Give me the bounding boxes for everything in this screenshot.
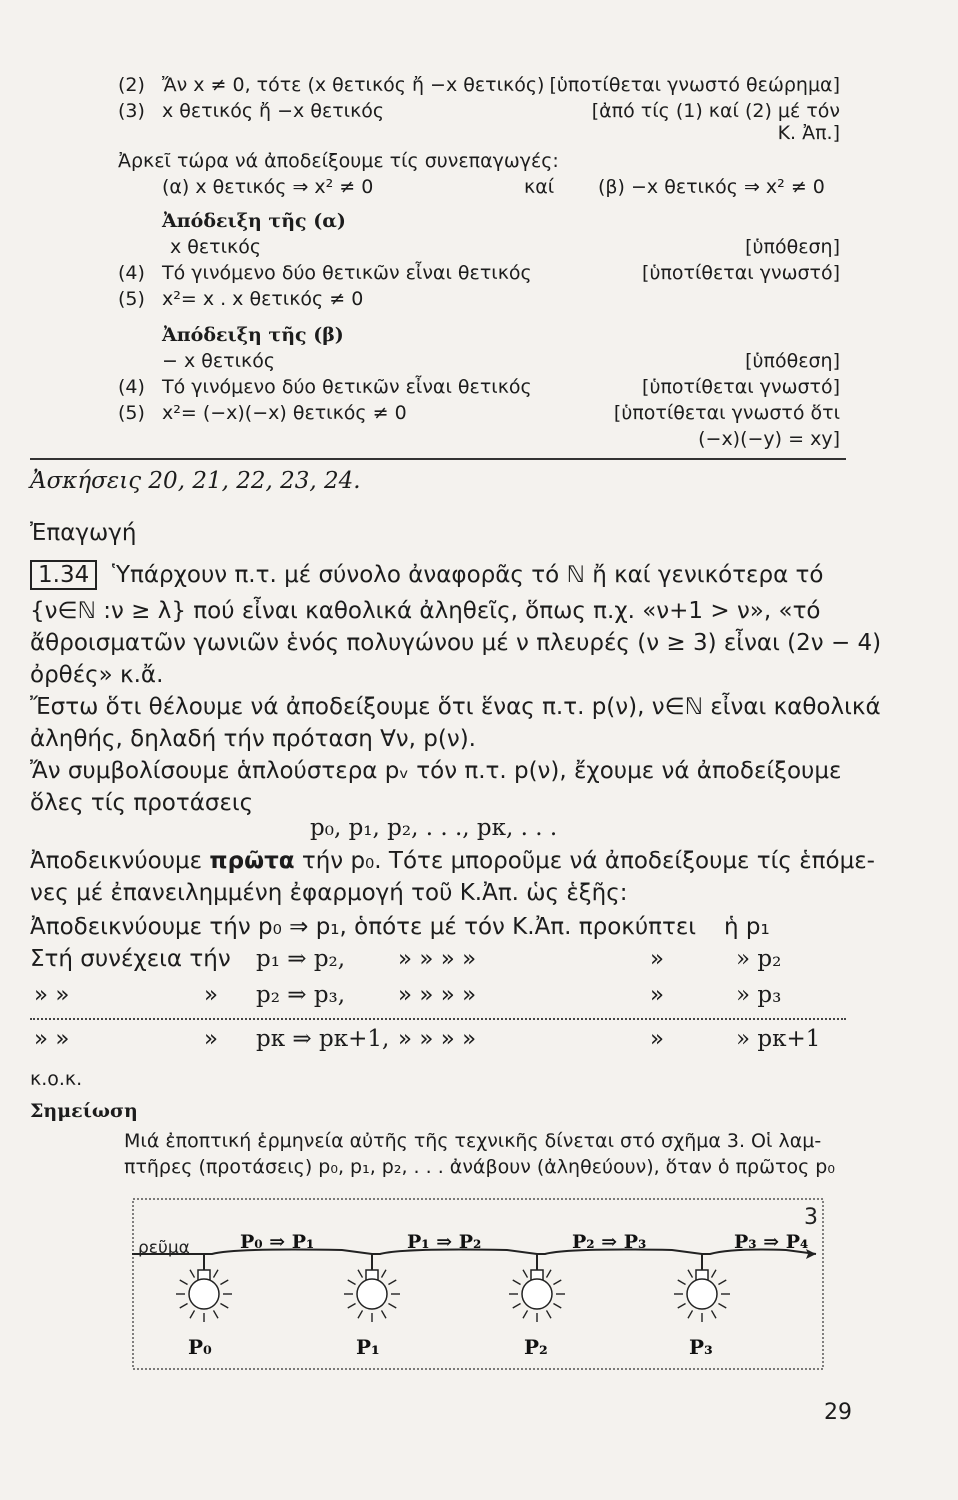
bulb-glass [357, 1279, 387, 1309]
proof-a-line-4: Τό γινόμενο δύο θετικῶν εἶναι θετικός [162, 262, 532, 284]
page-number: 29 [824, 1400, 852, 1425]
para-line-8: ὅλες τίς προτάσεις [30, 790, 254, 816]
bulb-label-1: P₁ [356, 1335, 380, 1359]
para-line-11: Ἀποδεικνύουμε τήν p₀ ⇒ p₁, ὁπότε μέ τόν Κ.Ἀπ. προκύπτει [30, 914, 697, 940]
bulb-ray [348, 1280, 356, 1285]
para-line-3: ἄθροισματῶν γωνιῶν ἑνός πολυγώνου μέ ν πλευρές (ν ≥ 3) εἶναι (2ν − 4) [30, 630, 882, 656]
bulb-ray [523, 1270, 528, 1278]
bulb-ray [214, 1270, 219, 1278]
link-label-2: P₂ ⇒ P₃ [572, 1231, 647, 1253]
section-rule [30, 458, 846, 460]
proof-a-line-4-just: [ὑποτίθεται γνωστό] [642, 262, 840, 284]
proof-line-3-justification: [ἀπό τίς (1) καί (2) μέ τόν [591, 100, 840, 122]
bulb-ray [523, 1310, 528, 1318]
bulb-ray [180, 1304, 188, 1309]
bulb-ray [382, 1270, 387, 1278]
chain-row-3-ditto: » » » » [398, 1026, 477, 1052]
chain-row-1-impl: p₁ ⇒ p₂, [256, 946, 346, 972]
para-line-11-result: ἡ p₁ [724, 914, 770, 940]
chain-row-3-ditto-b: » [204, 1026, 219, 1052]
bulb-ray [220, 1304, 228, 1309]
proof-line-3-number: (3) [118, 100, 145, 122]
bulb-ray [382, 1310, 387, 1318]
chain-row-1-ditto-2: » [650, 946, 665, 972]
figure-3-light-bulbs [132, 1198, 824, 1370]
proof-a-line-1: x θετικός [170, 236, 262, 258]
proof-a-line-5-number: (5) [118, 288, 145, 310]
proof-b-line-5-just: [ὑποτίθεται γνωστό ὅτι [613, 402, 840, 424]
bulb-ray [688, 1310, 693, 1318]
bulb-ray [388, 1280, 396, 1285]
chain-row-1-ditto: » » » » [398, 946, 477, 972]
para-line-9-c: τήν p₀. Τότε μποροῦμε νά ἀποδείξουμε τίς ἑπόμε- [301, 848, 875, 874]
chain-row-2-ditto-a: » » [34, 982, 70, 1008]
bulb-glass [522, 1279, 552, 1309]
chain-row-3-ditto-a: » » [34, 1026, 70, 1052]
bulb-ray [190, 1270, 195, 1278]
bulb-ray [678, 1304, 686, 1309]
section-title: Ἐπαγωγή [30, 520, 137, 546]
para-line-10: νες μέ ἐπανειλημμένη ἐφαρμογή τοῦ Κ.Ἀπ. ὡς ἑξῆς: [30, 880, 628, 906]
proof-b-title: Ἀπόδειξη τῆς (β) [162, 324, 344, 346]
bulb-ray [718, 1280, 726, 1285]
kok: κ.ο.κ. [30, 1068, 83, 1090]
bulb-ray [688, 1270, 693, 1278]
proof-b-line-1: − x θετικός [162, 350, 275, 372]
bulb-ray [553, 1280, 561, 1285]
implication-and: καί [524, 176, 555, 198]
proof-b-line-1-just: [ὑπόθεση] [745, 350, 840, 372]
para-line-1: Ὑπάρχουν π.τ. μέ σύνολο ἀναφορᾶς τό ℕ ἤ καί γενικότερα τό [112, 562, 824, 588]
para-line-6: ἀληθής, δηλαδή τήν πρόταση ∀ν, p(ν). [30, 726, 476, 752]
implication-a: (α) x θετικός ⇒ x² ≠ 0 [162, 176, 374, 198]
proof-b-line-5-just-cont: (−x)(−y) = xy] [698, 428, 840, 450]
para-line-4: ὀρθές» κ.ἄ. [30, 662, 164, 688]
chain-row-3-result: » pκ+1 [736, 1026, 821, 1052]
chain-row-3-impl: pκ ⇒ pκ+1, [256, 1026, 390, 1052]
proof-line-2-number: (2) [118, 74, 145, 96]
chain-row-1-label: Στή συνέχεια τήν [30, 946, 231, 972]
chain-row-2-ditto-b: » [204, 982, 219, 1008]
para-line-9-a: Ἀποδεικνύουμε [30, 848, 203, 874]
bulb-ray [712, 1270, 717, 1278]
link-label-0: P₀ ⇒ P₁ [240, 1231, 315, 1253]
proof-a-line-4-number: (4) [118, 262, 145, 284]
chain-ellipsis-line [30, 1018, 846, 1020]
bulb-ray [220, 1280, 228, 1285]
bulb-label-2: P₂ [524, 1335, 548, 1359]
para-line-9-emph: πρῶτα [209, 848, 295, 874]
proposition-sequence: p₀, p₁, p₂, . . ., pκ, . . . [310, 815, 558, 841]
proof-a-title: Ἀπόδειξη τῆς (α) [162, 210, 346, 232]
bulb-glass [687, 1279, 717, 1309]
implications-intro: Ἀρκεῖ τώρα νά ἀποδείξουμε τίς συνεπαγωγές: [118, 150, 559, 172]
proof-b-line-4: Τό γινόμενο δύο θετικῶν εἶναι θετικός [162, 376, 532, 398]
bulb-ray [214, 1310, 219, 1318]
chain-row-1-result: » p₂ [736, 946, 782, 972]
proof-a-line-5: x²= x . x θετικός ≠ 0 [162, 288, 364, 310]
bulb-glass [189, 1279, 219, 1309]
bulb-ray [180, 1280, 188, 1285]
current-label: ρεῦμα [138, 1238, 190, 1258]
figure-number: 3 [804, 1205, 818, 1230]
bulb-ray [348, 1304, 356, 1309]
chain-row-2-impl: p₂ ⇒ p₃, [256, 982, 346, 1008]
note-line-1: Μιά ἐποπτική ἑρμηνεία αὐτῆς τῆς τεχνικῆς δίνεται στό σχῆμα 3. Οἱ λαμ- [124, 1130, 822, 1152]
link-label-3: P₃ ⇒ P₄ [734, 1231, 809, 1253]
bulb-ray [388, 1304, 396, 1309]
proof-line-3-text: x θετικός ἤ −x θετικός [162, 100, 385, 122]
proof-a-line-1-just: [ὑπόθεση] [745, 236, 840, 258]
bulb-ray [190, 1310, 195, 1318]
chain-row-2-ditto: » » » » [398, 982, 477, 1008]
bulb-label-3: P₃ [689, 1335, 713, 1359]
chain-row-3-ditto-2: » [650, 1026, 665, 1052]
bulb-ray [513, 1280, 521, 1285]
bulb-ray [553, 1304, 561, 1309]
para-line-7: Ἄν συμβολίσουμε ἁπλούστερα pᵥ τόν π.τ. p(ν), ἔχουμε νά ἀποδείξουμε [30, 758, 842, 784]
link-label-1: P₁ ⇒ P₂ [407, 1231, 482, 1253]
bulb-ray [547, 1270, 552, 1278]
exercises-ref: Ἀσκήσεις 20, 21, 22, 23, 24. [30, 468, 361, 494]
implication-b: (β) −x θετικός ⇒ x² ≠ 0 [598, 176, 825, 198]
bulb-ray [547, 1310, 552, 1318]
bulb-group [176, 1249, 816, 1322]
chain-row-2-result: » p₃ [736, 982, 782, 1008]
proof-b-line-5-number: (5) [118, 402, 145, 424]
note-line-2: πτῆρες (προτάσεις) p₀, p₁, p₂, . . . ἀνάβουν (ἀληθεύουν), ὅταν ὁ πρῶτος p₀ [124, 1156, 835, 1178]
bulb-ray [712, 1310, 717, 1318]
bulb-ray [358, 1310, 363, 1318]
chain-row-2-ditto-2: » [650, 982, 665, 1008]
proof-b-line-4-number: (4) [118, 376, 145, 398]
para-line-2: {ν∈ℕ :ν ≥ λ} πού εἶναι καθολικά ἀληθεῖς, ὅπως π.χ. «ν+1 > ν», «τό [30, 598, 821, 624]
proof-b-line-4-just: [ὑποτίθεται γνωστό] [642, 376, 840, 398]
bulb-label-0: P₀ [188, 1335, 212, 1359]
section-number-box [30, 562, 97, 588]
bulb-ray [513, 1304, 521, 1309]
bulb-ray [678, 1280, 686, 1285]
para-line-5: Ἔστω ὅτι θέλουμε νά ἀποδείξουμε ὅτι ἕνας π.τ. p(ν), ν∈ℕ εἶναι καθολικά [30, 694, 881, 720]
bulb-ray [718, 1304, 726, 1309]
proof-line-3-justification-cont: Κ. Ἀπ.] [777, 122, 840, 144]
proof-b-line-5: x²= (−x)(−x) θετικός ≠ 0 [162, 402, 407, 424]
proof-line-2-text: Ἄν x ≠ 0, τότε (x θετικός ἤ −x θετικός) [162, 74, 545, 96]
proof-line-2-justification: [ὑποτίθεται γνωστό θεώρημα] [549, 74, 840, 96]
section-number: 1.34 [30, 560, 97, 590]
note-title: Σημείωση [30, 1100, 138, 1122]
para-line-9 [30, 848, 875, 874]
bulb-ray [358, 1270, 363, 1278]
